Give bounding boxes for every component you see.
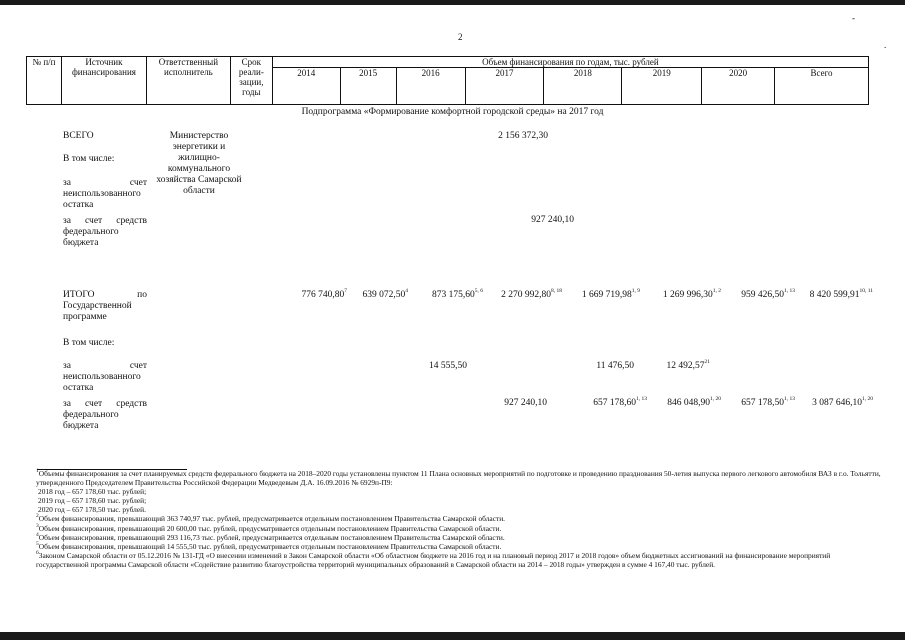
itogo-2017: 2 270 992,80$^{8, 18}$ [501,288,562,300]
header-year: 2019 [622,68,702,105]
page-number: 2 [458,32,463,42]
label-total: ВСЕГО [63,131,94,141]
itogo-2020: 959 426,50$^{1, 13}$ [741,288,795,300]
header-total: Всего [775,68,869,105]
footnote-1-year: 2018 год – 657 178,60 тыс. рублей; [38,487,147,497]
scan-dot: . [884,40,887,50]
scan-mark: - [852,13,855,23]
footnote-1-year: 2019 год – 657 178,60 тыс. рублей; [38,496,147,506]
label-federal-budget: за счет средств федерального бюджета [63,216,147,248]
header-term: Срок реали-зации, годы [230,57,272,105]
itogo-total: 8 420 599,91$^{10, 11}$ [809,288,873,300]
header-no: № п/п [27,57,62,105]
footnote-1-year: 2020 год – 657 178,50 тыс. рублей. [38,505,146,515]
header-executor: Ответственный исполнитель [146,57,230,105]
federal-2020: 657 178,50$^{1, 13}$ [741,396,795,408]
footnote-6: $^6$Законом Самарской области от 05.12.2016 № 131-ГД «О внесении изменений в Закон Самарской области «Об областном бюджете на 2016 год и на плановый период 2017 и 2018 годов» объем бюджетных ассигнований на финансирование мероприятий государственной программы Самарской области «Содействие развитию благоустройства территорий муниципальных образований в Самарской области на 2014 – 2018 годы» утвержден в сумме 4 167,40 тыс. рублей. [36,549,831,569]
header-table [26,56,869,105]
unused-2016: 14 555,50 [429,361,467,371]
header-source: Источник финансирования [61,57,146,105]
itogo-2019: 1 269 996,30$^{1, 2}$ [662,288,721,300]
itogo-2016: 873 175,60$^{5, 6}$ [432,288,483,300]
label-program-total: ИТОГО по Государственной программе [63,290,147,322]
header-year: 2018 [544,68,622,105]
footnotes [26,469,884,569]
footnote-5: $^5$Объем финансирования, превышающий 14 555,50 тыс. рублей, предусматривается отдельным постановлением Правительства Самарской области. [36,540,502,551]
label-including: В том числе: [63,154,115,164]
label-unused-remainder: за счет неиспользованного остатка [63,178,147,210]
federal-total: 3 087 646,10$^{1, 20}$ [812,396,873,408]
federal-2017: 927 240,10 [504,398,547,408]
unused-2019: 12 492,57$^{21}$ [666,359,710,371]
responsible-executor: Министерство энергетики и жилищно-коммунального хозяйства Самарской области [156,131,242,196]
header-funding: Объем финансирования по годам, тыс. рублей [272,57,868,68]
itogo-2015: 639 072,50$^4$ [362,288,408,300]
label-including: В том числе: [63,338,115,348]
footnote-4: $^4$Объем финансирования, превышающий 293 116,73 тыс. рублей, предусматривается отдельным постановлением Правительства Самарской области. [36,531,505,542]
header-year: 2014 [272,68,340,105]
label-unused-remainder: за счет неиспользованного остатка [63,361,147,393]
itogo-2014: 776 740,80$^7$ [301,288,347,300]
federal-2018: 657 178,60$^{1, 13}$ [593,396,647,408]
unused-2018: 11 476,50 [596,361,634,371]
footnote-3: $^3$Объем финансирования, превышающий 20 600,00 тыс. рублей, предусматривается отдельным постановлением Правительства Самарской области. [36,522,502,533]
label-federal-budget: за счет средств федерального бюджета [63,399,147,431]
scan-top-edge [0,0,905,5]
header-year: 2015 [340,68,396,105]
federal-2019: 846 048,90$^{1, 20}$ [667,396,721,408]
total-2017: 2 156 372,30 [498,131,548,141]
header-year: 2016 [396,68,465,105]
header-year: 2020 [702,68,775,105]
footnote-2: $^2$Объем финансирования, превышающий 363 740,97 тыс. рублей, предусматривается отдельным постановлением Правительства Самарской области. [36,513,506,524]
federal-2017: 927 240,10 [531,215,574,225]
itogo-2018: 1 669 719,98$^{1, 9}$ [581,288,640,300]
header-year: 2017 [465,68,544,105]
scan-bottom-edge [0,632,905,640]
subprogram-title: Подпрограмма «Формирование комфортной городской среды» на 2017 год [301,107,604,117]
footnote-1: $^1$Объемы финансирования за счет планируемых средств федерального бюджета на 2018–2020 годы установлены пунктом 11 Плана основных мероприятий по подготовке и проведению празднования 50-летия выпуска первого легкового автомобиля ВАЗ в г.о. Тольятти, утвержденного Председателем Правительства Российской Федерации Медведевым Д.А. 16.09.2016 № 6929п-П9: [36,468,881,488]
